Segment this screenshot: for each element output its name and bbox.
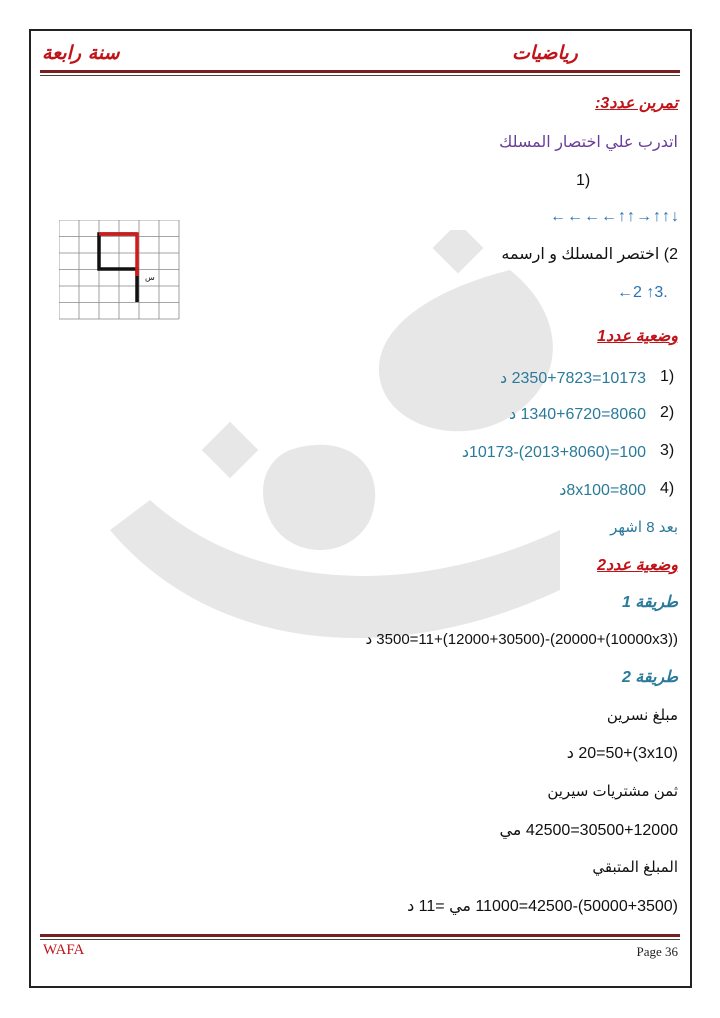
footer-page-number: Page 36 (636, 944, 678, 959)
grade-label: سنة رابعة (42, 42, 120, 64)
situation1-title: وضعية عدد1 (597, 328, 678, 345)
exercise3-title: تمرين عدد3: (595, 95, 678, 112)
situation2-title: وضعية عدد2 (597, 557, 678, 574)
method1-expression: ((10000x3)+20000)-(12000+30500)+3500=11 د (365, 631, 678, 648)
start-label: س (145, 273, 155, 282)
situation1-after: بعد 8 اشهر (610, 519, 678, 536)
exercise3-instruction: اتدرب علي اختصار المسلك (499, 134, 678, 151)
nisreen-amount-label: مبلغ نسرين (606, 707, 678, 724)
header-rule (40, 70, 680, 73)
situation1-expr-1: 10173=2350+7823 د (500, 370, 646, 387)
situation1-expr-3: 100=(2013+8060)-10173د (461, 444, 646, 461)
situation1-num-3: 3) (660, 442, 675, 459)
exercise3-item2: 2) اختصر المسلك و ارسمه (501, 246, 678, 263)
situation1-expr-4: 800=8x100د (559, 482, 646, 499)
exercise3-item1: 1) (576, 172, 591, 189)
nisreen-amount-expr: (3x10)+20=50 د (566, 745, 678, 762)
subject-label: رياضيات (512, 42, 578, 64)
footer-author: WAFA (43, 942, 85, 958)
footer-rule-thin (40, 939, 680, 940)
full-path (99, 234, 137, 302)
situation1-expr-2: 8060=1340+6720 د (508, 406, 646, 423)
exercise3-item3: ←2 ↑3. (617, 284, 668, 301)
header-rule-thin (40, 75, 680, 76)
path-grid (59, 220, 181, 320)
footer-rule (40, 934, 680, 937)
exercise3-arrows: ←←←←↑↑→↑↑↓ (550, 208, 680, 225)
situation1-num-4: 4) (660, 480, 675, 497)
method1-title: طريقة 1 (621, 594, 678, 611)
method2-title: طريقة 2 (621, 669, 678, 686)
situation1-num-1: 1) (660, 368, 675, 385)
remaining-amount-expr: (50000+3500)-42500=11000 مي =11 د (407, 898, 678, 915)
situation1-num-2: 2) (660, 404, 675, 421)
sirine-purchases-expr: 30500+12000=42500 مي (499, 822, 678, 839)
sirine-purchases-label: ثمن مشتريات سيرين (547, 783, 678, 800)
remaining-amount-label: المبلغ المتبقي (592, 859, 678, 876)
